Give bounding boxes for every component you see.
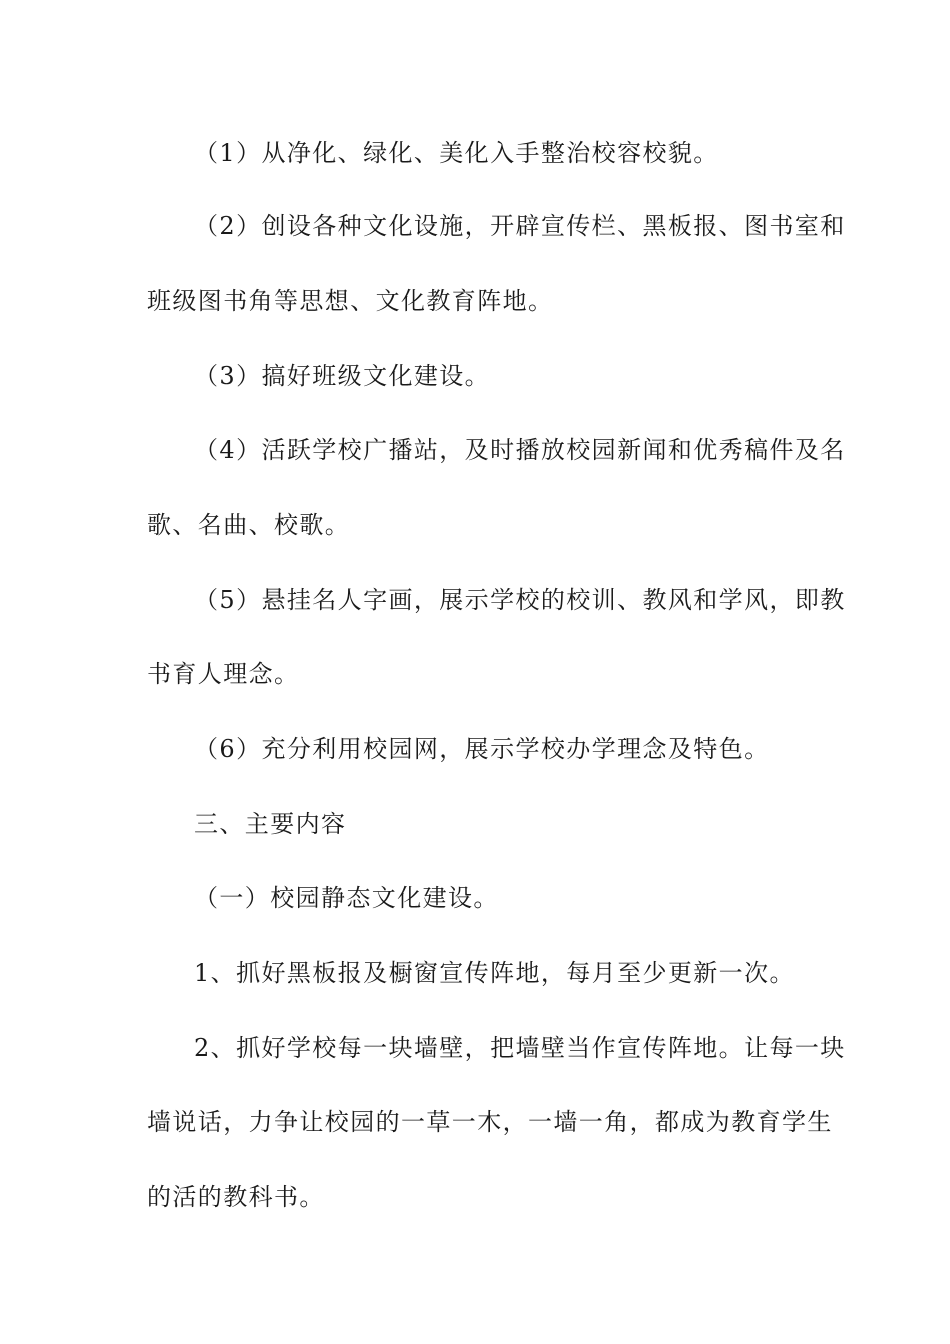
paragraph-line-4: （3）搞好班级文化建设。 (194, 362, 491, 390)
paragraph-line-6: 歌、名曲、校歌。 (147, 511, 351, 539)
paragraph-line-1: （1）从净化、绿化、美化入手整治校容校貌。 (194, 139, 719, 167)
paragraph-line-5: （4）活跃学校广播站，及时播放校园新闻和优秀稿件及名 (194, 436, 846, 464)
paragraph-line-13: 2、抓好学校每一块墙壁，把墙壁当作宣传阵地。让每一块 (194, 1034, 846, 1062)
paragraph-line-9: （6）充分利用校园网，展示学校办学理念及特色。 (194, 735, 770, 763)
paragraph-line-3: 班级图书角等思想、文化教育阵地。 (147, 287, 554, 315)
paragraph-line-15: 的活的教科书。 (147, 1183, 325, 1211)
subsection-heading: （一）校园静态文化建设。 (194, 884, 499, 912)
paragraph-line-8: 书育人理念。 (147, 660, 300, 688)
section-heading: 三、主要内容 (194, 810, 347, 838)
paragraph-line-14: 墙说话，力争让校园的一草一木，一墙一角，都成为教育学生 (147, 1108, 833, 1136)
paragraph-line-2: （2）创设各种文化设施，开辟宣传栏、黑板报、图书室和 (194, 212, 846, 240)
paragraph-line-7: （5）悬挂名人字画，展示学校的校训、教风和学风，即教 (194, 586, 846, 614)
paragraph-line-12: 1、抓好黑板报及橱窗宣传阵地，每月至少更新一次。 (194, 959, 795, 987)
